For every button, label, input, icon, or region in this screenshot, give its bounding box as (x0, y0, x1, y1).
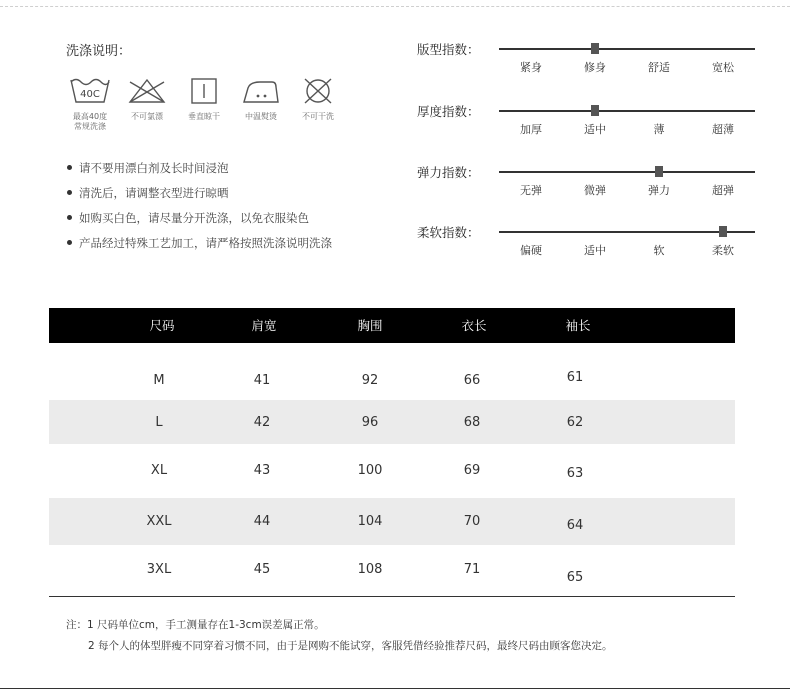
index-option: 无弹 (520, 184, 542, 197)
washing-title: 洗涤说明： (66, 44, 132, 59)
index-option: 超弹 (712, 184, 734, 197)
index-scale-line (499, 231, 755, 233)
index-option: 柔软 (712, 244, 734, 257)
cell-shoulder: 43 (253, 463, 271, 478)
cell-size: L (155, 415, 163, 430)
index-title: 柔软指数： (417, 225, 480, 240)
table-row (49, 444, 735, 498)
care-label-dry: 垂直晾干 (188, 112, 220, 121)
cell-length: 71 (463, 562, 481, 577)
no-dry-clean-icon (295, 74, 341, 106)
care-item-wash (60, 74, 120, 132)
table-row (49, 545, 735, 596)
table-row (49, 498, 735, 545)
index-title: 弹力指数： (417, 165, 480, 180)
cell-sleeve: 63 (566, 466, 584, 481)
cell-length: 69 (463, 463, 481, 478)
header-size: 尺码 (149, 318, 175, 333)
wash-temp-text: 40C (80, 89, 100, 100)
cell-shoulder: 42 (253, 415, 271, 430)
header-shoulder: 肩宽 (251, 318, 277, 333)
cell-chest: 104 (357, 514, 383, 529)
iron-medium-icon (238, 74, 284, 106)
care-label-bleach: 不可氯漂 (131, 112, 163, 121)
index-option: 紧身 (520, 61, 542, 74)
index-option: 修身 (584, 61, 606, 74)
cell-sleeve: 64 (566, 518, 584, 533)
index-scale-line (499, 110, 755, 112)
cell-length: 66 (463, 373, 481, 388)
cell-chest: 96 (361, 415, 379, 430)
index-option: 舒适 (648, 61, 670, 74)
table-bottom-rule (49, 596, 735, 597)
care-item-iron (231, 74, 291, 122)
header-sleeve: 袖长 (565, 318, 591, 333)
hang-dry-icon (181, 74, 227, 106)
index-marker (591, 105, 599, 116)
index-marker (655, 166, 663, 177)
table-row (49, 400, 735, 444)
cell-shoulder: 45 (253, 562, 271, 577)
cell-length: 68 (463, 415, 481, 430)
care-item-dry (174, 74, 234, 122)
note-line-2: 2 每个人的体型胖瘦不同穿着习惯不同，由于是网购不能试穿，客服凭借经验推荐尺码，最终尺码由顾客您决定。 (88, 640, 613, 652)
table-row (49, 343, 735, 400)
tip-item: 请不要用漂白剂及长时间浸泡 (66, 158, 332, 183)
care-icons (60, 74, 350, 144)
index-option: 微弹 (584, 184, 606, 197)
cell-size: XXL (146, 514, 172, 529)
cell-size: 3XL (146, 562, 172, 577)
care-item-dryclean (288, 74, 348, 122)
care-item-bleach (117, 74, 177, 122)
tip-item: 如购买白色，请尽量分开洗涤，以免衣服染色 (66, 208, 332, 233)
index-thickness (417, 102, 762, 142)
cell-sleeve: 62 (566, 415, 584, 430)
cell-shoulder: 44 (253, 514, 271, 529)
index-title: 版型指数： (417, 42, 480, 57)
index-option: 薄 (653, 123, 665, 136)
top-dashed-divider (0, 6, 790, 7)
cell-sleeve: 61 (566, 370, 584, 385)
index-scale-line (499, 171, 755, 173)
cell-length: 70 (463, 514, 481, 529)
index-option: 适中 (584, 244, 606, 257)
index-marker (591, 43, 599, 54)
header-chest: 胸围 (357, 318, 383, 333)
cell-size: XL (150, 463, 168, 478)
tip-item: 产品经过特殊工艺加工，请严格按照洗涤说明洗涤 (66, 233, 332, 258)
index-fit (417, 40, 762, 80)
index-option: 加厚 (520, 123, 542, 136)
note-line-1: 注：1 尺码单位cm，手工测量存在1-3cm误差属正常。 (66, 619, 325, 631)
tip-item: 清洗后，请调整衣型进行晾晒 (66, 183, 332, 208)
index-option: 弹力 (648, 184, 670, 197)
cell-chest: 92 (361, 373, 379, 388)
index-option: 软 (653, 244, 665, 257)
care-label-dryclean: 不可干洗 (302, 112, 334, 121)
cell-sleeve: 65 (566, 570, 584, 585)
index-marker (719, 226, 727, 237)
size-table (49, 308, 735, 585)
index-scale-line (499, 48, 755, 50)
index-option: 适中 (584, 123, 606, 136)
cell-chest: 108 (357, 562, 383, 577)
index-elasticity (417, 163, 762, 203)
cell-shoulder: 41 (253, 373, 271, 388)
no-bleach-icon (124, 74, 170, 106)
washing-tips-list (66, 158, 332, 258)
index-title: 厚度指数： (417, 104, 480, 119)
care-label-wash: 最高40度 常规洗涤 (72, 112, 108, 131)
care-label-iron: 中温熨烫 (245, 112, 277, 121)
bottom-divider (0, 688, 790, 689)
cell-chest: 100 (357, 463, 383, 478)
size-table-header (49, 308, 735, 343)
wash-40c-icon (67, 74, 113, 106)
header-length: 衣长 (461, 318, 487, 333)
index-softness (417, 223, 762, 263)
index-option: 超薄 (712, 123, 734, 136)
index-option: 偏硬 (520, 244, 542, 257)
cell-size: M (153, 373, 165, 388)
index-option: 宽松 (712, 61, 734, 74)
